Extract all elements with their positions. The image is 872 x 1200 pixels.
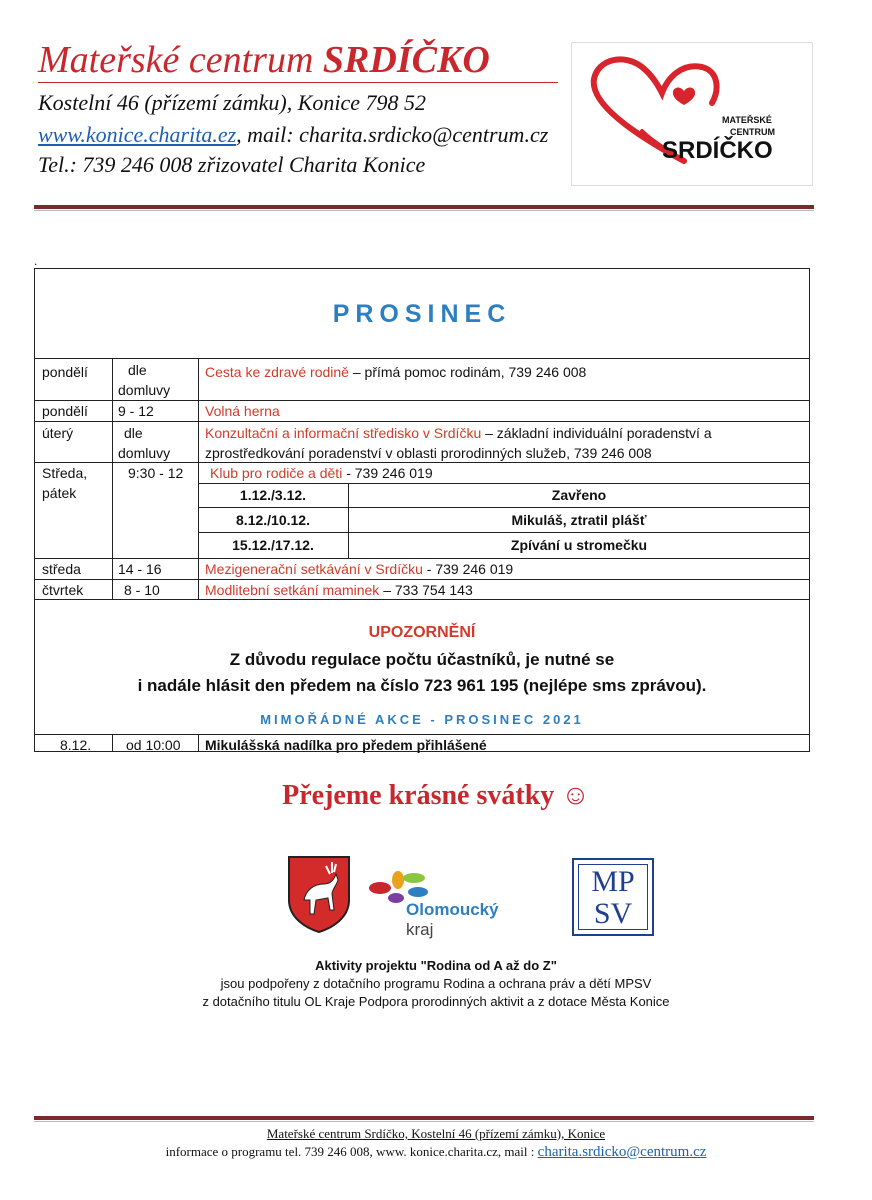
kraj-name: Olomoucký kraj [406,900,499,939]
row5-time: 14 - 16 [118,561,162,577]
row1-activity: Cesta ke zdravé rodině – přímá pomoc rodinám, 739 246 008 [205,364,587,380]
row5-activity: Mezigenerační setkávání v Srdíčku - 739 246 019 [205,561,514,577]
row3-activity: Konzultační a informační středisko v Srdíčku – základní individuální poradenství a [205,425,712,441]
club-topic: Zpívání u stromečku [510,537,648,553]
club-date: 1.12./3.12. [239,487,307,503]
sponsor-line1: jsou podpořeny z dotačního programu Rodina a ochrana práv a dětí MPSV [220,976,652,991]
grid-line [34,358,810,359]
row2-time: 9 - 12 [118,403,154,419]
srdicko-logo [571,42,813,186]
logo-line2: CENTRUM [730,127,775,137]
footer-email-link[interactable]: charita.srdicko@centrum.cz [537,1144,707,1160]
grid-line [112,734,113,752]
row2-day: pondělí [42,403,88,419]
logo-line1: MATEŘSKÉ [722,115,772,125]
row2-activity: Volná herna [205,403,280,419]
row4-day: Středa, [42,465,88,481]
sponsor-line2: z dotačního titulu OL Kraje Podpora prorodinných aktivit a z dotace Města Konice [202,994,670,1009]
row3-day: úterý [42,425,74,441]
footer-rule [34,1116,814,1120]
footer-line2: informace o programu tel. 739 246 008, www. konice.charita.cz, mail : charita.srdicko@centrum.cz [165,1144,707,1160]
club-topic: Zavřeno [551,487,607,503]
center-name: SRDÍČKO [322,39,490,81]
notice-heading: UPOZORNĚNÍ [368,624,476,641]
stray-mark: . [34,254,38,268]
grid-line [198,532,810,533]
special-event: Mikulášská nadílka pro předem přihlášené [205,737,487,753]
project-title: Aktivity projektu "Rodina od A až do Z" [315,958,557,973]
contact-line: www.konice.charita.ez, mail: charita.srdicko@centrum.cz [38,122,549,147]
row3-detail: zprostředkování poradenství v oblasti prorodinných služeb, 739 246 008 [205,445,652,461]
grid-line [198,507,810,508]
logo-name: SRDÍČKO [662,137,773,164]
coat-of-arms-icon [286,854,352,934]
row1-time: dle [128,362,147,378]
mpsv-logo [572,858,654,936]
club-date: 15.12./17.12. [232,537,314,553]
header-rule [34,205,814,209]
row6-activity: Modlitební setkání maminek – 733 754 143 [205,582,473,598]
row4-activity: Klub pro rodiče a děti - 739 246 019 [210,465,433,481]
row3-time2: domluvy [118,445,171,461]
address-line: Kostelní 46 (přízemí zámku), Konice 798 52 [38,90,427,115]
header-rule-thin [34,210,814,211]
special-date: 8.12. [60,737,92,753]
mpsv-top: MP [591,865,635,898]
footer-rule-thin [34,1121,814,1122]
row6-time: 8 - 10 [124,582,160,598]
grid-line [198,734,199,752]
row5-day: středa [42,561,81,577]
row1-day: pondělí [42,364,88,380]
notice-line1: Z důvodu regulace počtu účastníků, je nutné se [229,650,615,669]
club-date: 8.12./10.12. [236,512,310,528]
row3-time: dle [124,425,143,441]
grid-line [112,358,113,599]
mpsv-bottom: SV [593,897,633,930]
special-heading: MIMOŘÁDNÉ AKCE - PROSINEC 2021 [260,712,584,727]
website-link[interactable]: www.konice.charita.ez [38,122,237,147]
row6-day: čtvrtek [42,582,84,598]
row4-time: 9:30 - 12 [128,465,184,481]
footer-line1: Mateřské centrum Srdíčko, Kostelní 46 (přízemí zámku), Konice [266,1126,606,1141]
olomoucky-kraj-logo [368,870,528,939]
grid-line [198,483,810,484]
phone-line: Tel.: 739 246 008 zřizovatel Charita Konice [38,152,426,177]
row1-time2: domluvy [118,382,171,398]
grid-line [34,421,810,422]
club-topic: Mikuláš, ztratil plášť [511,512,647,528]
notice-line2: i nadále hlásit den předem na číslo 723 961 195 (nejlépe sms zprávou). [137,676,707,695]
month-title: PROSINEC [332,300,512,328]
title-underline [38,82,558,83]
special-time: od 10:00 [126,737,181,753]
row4-day2: pátek [42,485,77,501]
center-title: Mateřské centrum SRDÍČKO [38,39,490,81]
holiday-wish: Přejeme krásné svátky ☺ [282,780,590,811]
konice-coat-of-arms [286,854,352,934]
grid-line [198,358,199,599]
